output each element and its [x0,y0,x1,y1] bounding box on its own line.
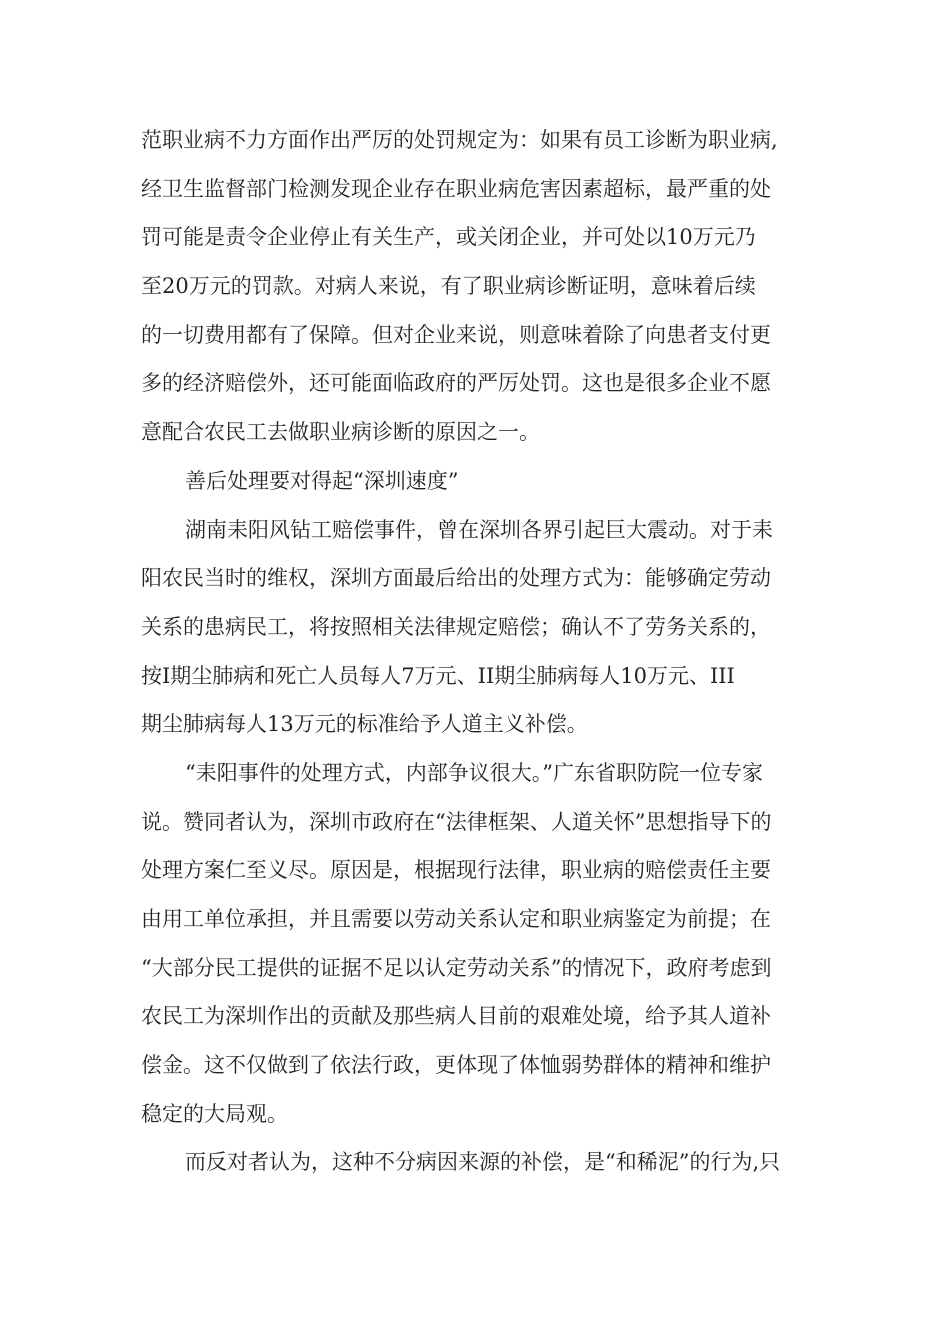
text-line: 经卫生监督部门检测发现企业存在职业病危害因素超标，最严重的处 [141,176,771,201]
paragraph-start-line: 湖南耒阳风钻工赔偿事件，曾在深圳各界引起巨大震动。对于耒 [185,517,773,542]
text-line: 多的经济赔偿外，还可能面临政府的严厉处罚。这也是很多企业不愿 [141,371,771,396]
text-line: “大部分民工提供的证据不足以认定劳动关系”的情况下，政府考虑到 [141,955,772,980]
text-line: 罚可能是责令企业停止有关生产，或关闭企业，并可处以10万元乃 [141,225,756,250]
body-text [141,122,813,1193]
text-line: 关系的患病民工，将按照相关法律规定赔偿；确认不了劳务关系的， [141,614,771,639]
section-heading: 善后处理要对得起“深圳速度” [185,468,459,493]
text-line: 由用工单位承担，并且需要以劳动关系认定和职业病鉴定为前提；在 [141,907,771,931]
text-line: 范职业病不力方面作出严厉的处罚规定为：如果有员工诊断为职业病, [141,128,778,152]
text-line: 说。赞同者认为，深圳市政府在“法律框架、人道关怀”思想指导下的 [141,809,772,834]
text-line: 按I期尘肺病和死亡人员每人7万元、II期尘肺病每人10万元、III [141,663,735,688]
paragraph-start-line: “耒阳事件的处理方式，内部争议很大。”广东省职防院一位专家 [185,760,763,785]
text-line: 至20万元的罚款。对病人来说，有了职业病诊断证明，意味着后续 [141,274,756,299]
text-line: 处理方案仁至义尽。原因是，根据现行法律，职业病的赔偿责任主要 [141,858,771,883]
text-line: 的一切费用都有了保障。但对企业来说，则意味着除了向患者支付更 [141,322,771,347]
text-line: 农民工为深圳作出的贡献及那些病人目前的艰难处境，给予其人道补 [141,1004,771,1029]
text-line: 阳农民当时的维权，深圳方面最后给出的处理方式为：能够确定劳动 [141,566,771,591]
text-line: 偿金。这不仅做到了依法行政，更体现了体恤弱势群体的精神和维护 [141,1053,771,1078]
text-line: 稳定的大局观。 [141,1101,288,1126]
text-line: 意配合农民工去做职业病诊断的原因之一。 [141,420,540,445]
paragraph-start-line: 而反对者认为，这种不分病因来源的补偿，是“和稀泥”的行为,只 [185,1150,781,1175]
text-line: 期尘肺病每人13万元的标准给予人道主义补偿。 [141,712,588,737]
